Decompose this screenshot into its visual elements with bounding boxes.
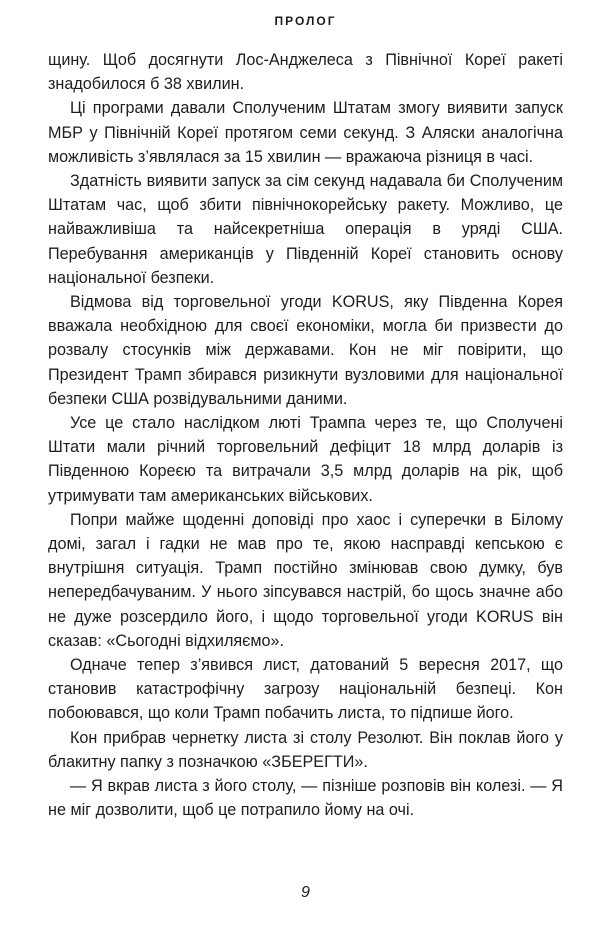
- paragraph: Одначе тепер з’явився лист, датований 5 вересня 2017, що становив катастрофічну загрозу національній безпеці. Кон побоювався, що коли Трамп побачить листа, то підпише його.: [48, 656, 563, 723]
- paragraph-dialogue: — Я вкрав листа з його столу, — пізніше розповів він колезі. — Я не міг дозволити, щоб це потрапило йому на очі.: [48, 777, 563, 820]
- running-head: ПРОЛОГ: [274, 14, 337, 28]
- paragraph: Попри майже щоденні доповіді про хаос і суперечки в Білому домі, загал і гадки не мав про те, якою насправді кепською є внутрішня ситуація. Трамп постійно змінював свою думку, був непередбачуваним. У нього зіпсувався настрій, бо щось значне або не дуже розсердило його, і щодо торговельної угоди KORUS він сказав: «Сьогодні відхиляємо».: [48, 510, 563, 650]
- paragraph-continuation: щину. Щоб досягнути Лос-Анджелеса з Північної Кореї ракеті знадобилося б 38 хвилин.: [48, 51, 563, 94]
- paragraph: Здатність виявити запуск за сім секунд надавала би Сполученим Штатам час, щоб збити північнокорейську ракету. Можливо, це найважливіша та найсекретніша операція в уряді США. Перебування американців у Південній Кореї становить основу національної безпеки.: [48, 172, 563, 287]
- page-number: 9: [301, 884, 310, 901]
- paragraph: Усе це стало наслідком люті Трампа через те, що Сполучені Штати мали річний торговельний дефіцит 18 млрд доларів із Південною Кореєю та витрачали 3,5 млрд доларів на рік, щоб утримувати там американських військових.: [48, 414, 563, 505]
- paragraph: Відмова від торговельної угоди KORUS, яку Південна Корея вважала необхідною для своєї економіки, могла би призвести до розвалу стосунків між державами. Кон не міг повірити, що Президент Трамп збирався ризикнути вузловими для національної безпеки США розвідувальними даними.: [48, 293, 563, 408]
- body-text: [48, 48, 563, 823]
- paragraph: Кон прибрав чернетку листа зі столу Резолют. Він поклав його у блакитну папку з позначкою «ЗБЕРЕГТИ».: [48, 728, 563, 771]
- paragraph: Ці програми давали Сполученим Штатам змогу виявити запуск МБР у Північній Кореї протягом семи секунд. З Аляски аналогічна можливість з’являлася за 15 хвилин — вражаюча різниця в часі.: [48, 99, 563, 166]
